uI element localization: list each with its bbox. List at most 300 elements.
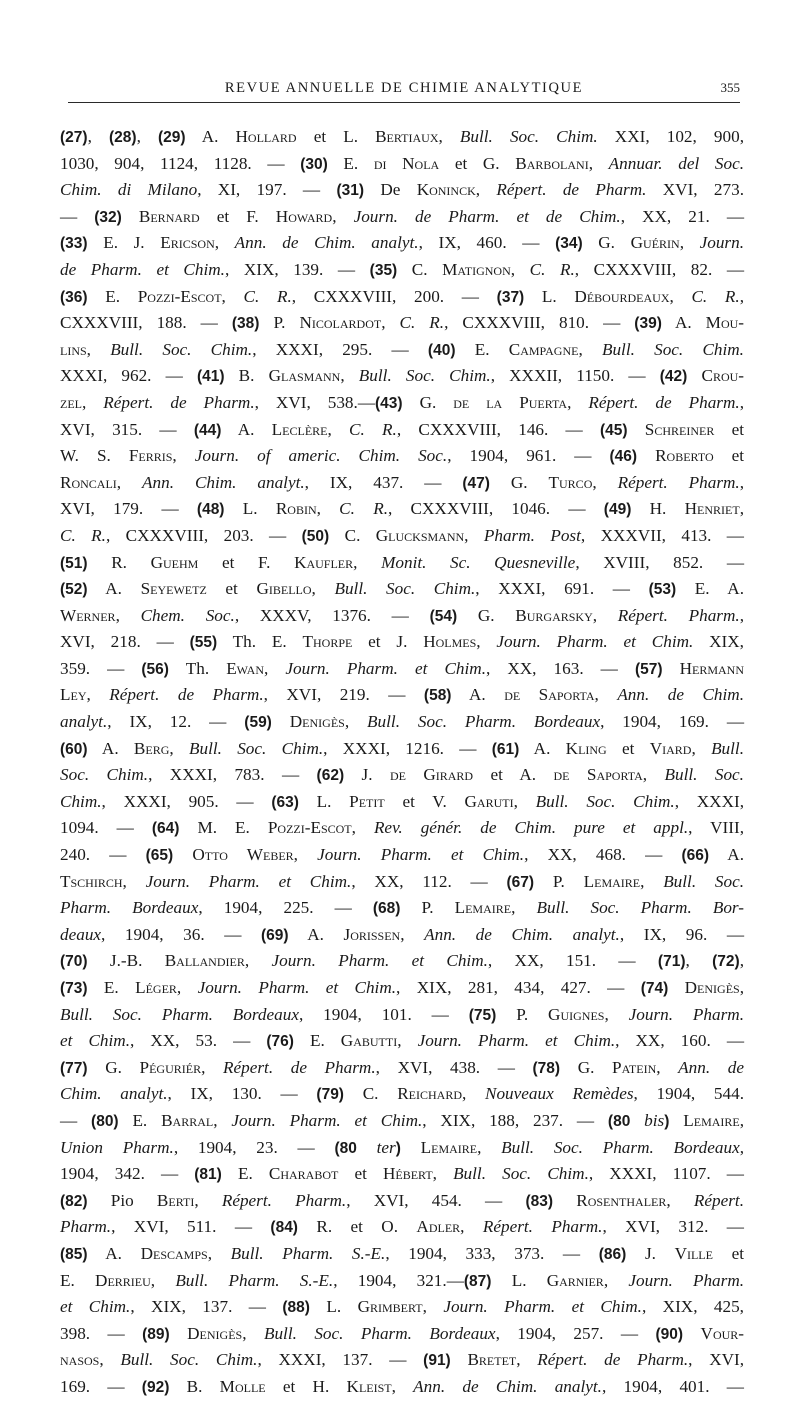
journal-title: Chim.: [60, 791, 102, 811]
reference-number: (45): [599, 421, 628, 439]
citation-text: XVI, 315. —: [60, 419, 194, 439]
journal-title: Journ. Pharm. et Chim.: [271, 951, 488, 971]
author-name: de Saporta: [553, 765, 643, 785]
author-name: Burgarsky: [515, 605, 593, 625]
journal-title: Répert. de Pharm.: [588, 392, 740, 412]
text-line: [60, 842, 744, 869]
citation-text: M. E.: [179, 818, 268, 838]
citation-text: L.: [524, 286, 575, 306]
citation-text: ,: [353, 552, 382, 572]
citation-text: L.: [298, 791, 350, 811]
journal-title: Journ.: [699, 233, 745, 253]
citation-text: ,: [464, 525, 484, 545]
author-name: Débourdeaux: [574, 286, 670, 306]
citation-text: ,: [669, 286, 692, 306]
citation-text: G.: [560, 1057, 613, 1077]
citation-text: , VIII,: [688, 818, 745, 838]
citation-text: ,: [381, 313, 400, 333]
reference-number: (35): [369, 261, 398, 279]
author-name: Howard: [275, 206, 333, 226]
citation-text: ,: [172, 446, 195, 466]
citation-text: A.: [288, 924, 344, 944]
journal-title: Répert. de Pharm.: [103, 392, 255, 412]
citation-text: ,: [477, 1137, 502, 1157]
reference-number: (50): [301, 527, 330, 545]
text-line: [60, 124, 744, 151]
citation-text: et L.: [296, 127, 376, 146]
citation-text: , 1904, 333, 373. —: [385, 1243, 599, 1263]
citation-text: E. J.: [87, 233, 161, 253]
text-line: [60, 177, 744, 204]
reference-number: (67): [506, 873, 535, 891]
reference-number: (59): [244, 714, 272, 732]
citation-text: J.: [626, 1243, 675, 1263]
citation-text: Pio: [87, 1190, 157, 1210]
citation-text: De: [364, 180, 417, 200]
journal-title: et Chim.: [60, 1031, 130, 1051]
citation-text: [663, 659, 680, 678]
citation-text: ,: [594, 685, 618, 705]
author-name: Ferris: [128, 446, 173, 466]
author-name: Charabot: [268, 1164, 339, 1184]
text-line: [60, 496, 744, 523]
citation-text: ,: [169, 738, 189, 758]
citation-text: ,: [176, 978, 198, 997]
citation-text: E.: [87, 978, 136, 997]
reference-number: (58): [423, 687, 452, 705]
citation-text: ,: [739, 286, 745, 306]
citation-text: , XIX, 425,: [641, 1297, 744, 1317]
journal-title: Ann. de Chim. analyt.: [234, 233, 419, 253]
text-line: [60, 1347, 744, 1374]
journal-title: Répert. de Pharm.: [496, 180, 647, 200]
journal-title: Bull. Soc. Pharm. Bordeaux: [367, 712, 601, 732]
citation-text: et A.: [473, 765, 554, 785]
citation-text: G.: [457, 605, 516, 625]
author-name: Barral: [161, 1110, 214, 1130]
citation-text: et: [338, 1164, 383, 1184]
citation-text: [553, 1191, 576, 1210]
reference-number: (81): [194, 1166, 222, 1184]
journal-title: Journ. Pharm. et Chim.: [231, 1110, 423, 1130]
citation-text: A.: [709, 845, 745, 865]
citation-text: B.: [224, 366, 269, 386]
citation-text: , XIX, 188, 237. —: [422, 1110, 608, 1130]
journal-title: C. R.: [529, 259, 575, 279]
citation-text: A.: [87, 738, 134, 758]
journal-title: Bull. Soc. Pharm. Bordeaux: [60, 1004, 299, 1024]
text-line: [60, 151, 744, 178]
text-line: [60, 762, 744, 789]
reference-number: (55): [189, 634, 218, 652]
citation-text: , XX, 163. —: [486, 658, 635, 678]
citation-text: A.: [221, 419, 272, 439]
reference-number: (80: [607, 1112, 645, 1130]
citation-text: [687, 366, 701, 385]
citation-text: ,: [244, 951, 272, 971]
author-name: Schreiner: [644, 419, 715, 439]
author-name: Ville: [674, 1243, 713, 1263]
journal-title: C. R.: [60, 525, 106, 545]
author-name: Rosenthaler: [576, 1190, 667, 1210]
journal-title: Annuar. del Soc.: [608, 153, 744, 173]
citation-text: C.: [397, 259, 443, 279]
journal-title: Rev. génér. de Chim. pure et appl.: [373, 818, 689, 838]
citation-text: ,: [422, 1297, 444, 1317]
citation-text: et F.: [199, 206, 276, 226]
journal-title: Bull. Soc. Pharm. Bordeaux: [501, 1137, 740, 1157]
author-name: Kaufler: [294, 552, 354, 572]
text-line: [60, 1081, 744, 1108]
citation-text: L.: [309, 1297, 358, 1317]
author-name: Pozzi-Escot: [267, 818, 352, 838]
journal-title: Bull. Soc. Chim.: [110, 339, 253, 359]
journal-title: Journ. Pharm. et Chim.: [197, 978, 397, 997]
citation-text: ,: [150, 1270, 176, 1290]
text-line: [60, 789, 744, 816]
author-name: Campagne: [508, 339, 579, 359]
citation-text: C.: [329, 525, 376, 545]
journal-title: de Pharm. et Chim.: [60, 259, 225, 279]
author-name: Léger: [135, 978, 177, 997]
author-name: Roncali: [60, 472, 117, 492]
citation-text: , XXXI, 295. —: [252, 339, 428, 359]
reference-number: (79): [316, 1086, 344, 1104]
citation-text: ,: [351, 818, 374, 838]
citation-text: , XI, 197. —: [197, 180, 337, 200]
author-name: Kling: [565, 738, 607, 758]
text-line: [60, 975, 744, 1002]
author-name: Turco: [548, 472, 593, 492]
citation-text: ,: [592, 605, 618, 625]
citation-text: ,: [739, 1110, 745, 1130]
author-name: Roberto: [655, 446, 714, 466]
journal-title: Journ. Pharm. et Chim.: [443, 1297, 642, 1317]
reference-number: (64): [151, 820, 180, 838]
text-line: [60, 736, 744, 763]
citation-text: ,: [82, 392, 104, 412]
reference-number: (46): [609, 448, 638, 466]
journal-title: Journ. of americ. Chim. Soc.: [194, 446, 448, 466]
text-line: [60, 1135, 744, 1162]
citation-text: E.: [87, 286, 138, 306]
citation-text: ,: [213, 1110, 232, 1130]
reference-number: ): [664, 1112, 670, 1130]
citation-text: , XIX, 139. —: [224, 259, 370, 279]
citation-text: ,: [344, 712, 368, 732]
journal-title: Bull. Soc. Chim.: [453, 1164, 589, 1184]
text-line: [60, 1188, 744, 1215]
citation-text: ,: [201, 1057, 223, 1077]
text-line: [60, 1002, 744, 1029]
journal-title: ter: [376, 1137, 396, 1157]
citation-text: , XXXI, 137. —: [257, 1350, 424, 1370]
citation-text: , XX, 21. —: [620, 206, 745, 226]
author-name: Hollard: [235, 127, 297, 146]
reference-number: (29): [157, 129, 186, 146]
text-line: [60, 1268, 744, 1295]
reference-number: (39): [634, 315, 662, 333]
author-name: Robin: [275, 499, 317, 519]
reference-number: (91): [423, 1352, 451, 1370]
journal-title: Bull. Soc. Pharm. Bor-: [536, 898, 744, 918]
journal-title: Monit. Sc. Quesneville: [381, 552, 576, 572]
text-line: [60, 709, 744, 736]
citation-text: —: [60, 1110, 92, 1130]
reference-number: (77): [60, 1059, 88, 1077]
text-line: [60, 656, 744, 683]
citation-text: ,: [327, 419, 350, 439]
citation-text: ,: [86, 685, 110, 705]
citation-text: , CXXXVIII, 200. —: [291, 286, 497, 306]
citation-text: [669, 1111, 683, 1130]
citation-text: ,: [86, 339, 111, 359]
citation-text: A.: [661, 313, 706, 333]
citation-text: ,: [207, 1243, 231, 1263]
journal-title: Répert. Pharm.: [221, 1190, 347, 1210]
citation-text: ,: [460, 1217, 483, 1237]
journal-title: Nouveaux Remèdes: [485, 1084, 634, 1104]
reference-number: (57): [634, 660, 663, 678]
journal-title: Journ. Pharm.: [628, 1004, 745, 1024]
citation-text: ,: [242, 1323, 264, 1343]
text-line: [60, 337, 744, 364]
author-name: Crou-: [701, 366, 745, 386]
citation-text: , XX, 160. —: [615, 1031, 745, 1051]
citation-text: , XIX, 281, 434, 427. —: [396, 978, 641, 997]
citation-text: ,: [604, 1004, 629, 1024]
author-name: Garnier: [546, 1270, 604, 1290]
reference-number: (86): [598, 1245, 627, 1263]
text-line: [60, 284, 744, 311]
author-name: Péguriér: [139, 1057, 202, 1077]
citation-text: Th. E.: [217, 632, 303, 652]
reference-number: (27): [60, 129, 88, 146]
journal-title: Répert. de Pharm.: [537, 1350, 689, 1370]
author-name: Gibello: [256, 579, 312, 599]
citation-text: et J.: [352, 632, 424, 652]
citation-text: ,: [461, 1084, 485, 1104]
journal-title: Ann. de Chim.: [617, 685, 744, 705]
author-name: lins: [60, 339, 87, 359]
citation-text: E.: [455, 339, 509, 359]
author-name: Ewan: [226, 658, 265, 678]
reference-number: (75): [468, 1006, 497, 1024]
reference-number: (72): [712, 953, 740, 971]
reference-number: (69): [261, 926, 289, 944]
citation-text: [683, 1324, 700, 1343]
reference-number: (68): [372, 900, 401, 918]
citation-text: ,: [588, 153, 609, 173]
reference-number: (76): [266, 1033, 294, 1051]
citation-text: 240. —: [60, 845, 146, 865]
author-name: Berti: [156, 1190, 195, 1210]
citation-text: , XVI, 454. —: [346, 1190, 526, 1210]
citation-text: 1030, 904, 1124, 1128. —: [60, 153, 301, 173]
author-name: Guehm: [150, 552, 199, 572]
citation-text: ,: [340, 366, 359, 386]
citation-text: , XX, 468. —: [524, 845, 682, 865]
citation-text: , CXXXVIII, 146. —: [396, 419, 600, 439]
author-name: Derrieu: [95, 1270, 151, 1290]
citation-text: R.: [87, 552, 151, 572]
journal-title: Journ. Pharm.: [628, 1270, 745, 1290]
citation-text: CXXXVIII, 188. —: [60, 313, 232, 333]
citation-text: ,: [603, 1270, 629, 1290]
author-name: Leclère: [271, 419, 328, 439]
journal-title: C. R.: [349, 419, 397, 439]
citation-text: ,: [739, 472, 745, 492]
citation-text: , XVIII, 852. —: [575, 552, 745, 572]
author-name: Holmes: [423, 632, 477, 652]
author-name: Gabutti: [340, 1031, 398, 1051]
text-line: [60, 257, 744, 284]
journal-title: Chim. di Milano: [60, 180, 198, 200]
author-name: Reichard: [397, 1084, 462, 1104]
text-line: [60, 1108, 744, 1135]
citation-text: 359. —: [60, 658, 142, 678]
author-name: Ericson: [160, 233, 215, 253]
text-line: [60, 869, 744, 896]
citation-text: ,: [739, 499, 744, 519]
citation-text: , 1904, 23. —: [173, 1137, 335, 1157]
citation-text: , XVI, 312. —: [602, 1217, 744, 1237]
citation-text: ,: [391, 1376, 414, 1396]
citation-text: , CXXXVIII, 810. —: [444, 313, 635, 333]
citation-text: , XX, 112. —: [351, 871, 507, 891]
author-name: Bretet: [467, 1350, 517, 1370]
reference-number: (56): [141, 660, 169, 678]
reference-number: (80): [91, 1112, 119, 1130]
reference-number: (83): [525, 1192, 554, 1210]
citation-text: et: [206, 579, 257, 599]
reference-number: (36): [60, 288, 88, 306]
citation-text: et: [714, 419, 745, 439]
journal-title: Bull. Soc.: [664, 765, 744, 785]
text-line: [60, 1374, 744, 1401]
citation-text: A.: [519, 738, 566, 758]
author-name: Thorpe: [302, 632, 353, 652]
citation-text: ,: [116, 472, 143, 492]
citation-text: A.: [451, 685, 505, 705]
journal-title: Pharm. Bordeaux: [60, 898, 199, 918]
citation-text: L.: [224, 499, 276, 519]
text-line: [60, 1161, 744, 1188]
author-name: Barbolani: [515, 153, 589, 173]
author-name: Denigès: [187, 1323, 243, 1343]
text-line: [60, 204, 744, 231]
citation-text: [173, 845, 192, 864]
citation-text: ,: [438, 127, 460, 146]
text-line: [60, 576, 744, 603]
journal-title: analyt.: [60, 712, 108, 732]
journal-title: Bull.: [711, 738, 745, 758]
citation-text: 398. —: [60, 1323, 143, 1343]
citation-text: , XVI, 219. —: [263, 685, 424, 705]
reference-number: (48): [196, 501, 225, 519]
citation-text: XXXI, 962. —: [60, 366, 197, 386]
author-name: Denigès: [289, 712, 345, 732]
reference-number: (52): [60, 581, 88, 599]
journal-title: Chem. Soc.: [140, 605, 235, 625]
text-line: [60, 1241, 744, 1268]
citation-text: E.: [293, 1031, 341, 1051]
citation-text: , XXXVII, 413. —: [580, 525, 744, 545]
citation-text: , XXXI, 905. —: [101, 791, 272, 811]
journal-title: C. R.: [243, 286, 292, 306]
author-name: Berg: [133, 738, 170, 758]
author-name: Otto Weber: [192, 845, 294, 865]
citation-text: , XIX, 137. —: [130, 1297, 283, 1317]
citation-text: P.: [534, 871, 584, 891]
author-name: Koninck: [416, 180, 476, 200]
citation-text: ,: [122, 871, 146, 891]
reference-number: (41): [196, 368, 225, 386]
citation-text: R. et O.: [297, 1217, 417, 1237]
author-name: Bernard: [138, 206, 200, 226]
text-line: [60, 310, 744, 337]
citation-text: , XXXI,: [674, 791, 745, 811]
citation-text: ,: [316, 499, 340, 519]
journal-title: Répert. Pharm.: [617, 605, 740, 625]
text-line: [60, 682, 744, 709]
citation-text: ,: [567, 392, 589, 412]
journal-title: Répert. Pharm.: [617, 472, 740, 492]
citation-text: E. A.: [676, 579, 744, 599]
text-line: [60, 1214, 744, 1241]
citation-text: XVI, 218. —: [60, 632, 190, 652]
citation-text: [272, 712, 290, 731]
author-name: Hermann: [679, 658, 744, 678]
citation-text: E.: [60, 1270, 96, 1290]
citation-text: , XXXV, 1376. —: [234, 605, 430, 625]
reference-number: (65): [145, 847, 174, 865]
citation-text: J.-B.: [87, 951, 165, 971]
citation-text: , CXXXVIII, 82. —: [574, 259, 745, 279]
citation-text: H.: [631, 499, 685, 519]
journal-title: bis: [644, 1110, 665, 1130]
citation-text: ,: [691, 738, 712, 758]
bibliography-text: [60, 124, 744, 1401]
author-name: Jorissen: [343, 924, 401, 944]
reference-number: (87): [463, 1272, 492, 1290]
citation-text: , XVI, 538.—: [254, 392, 376, 412]
reference-number: (32): [94, 208, 122, 226]
reference-number: (42): [659, 368, 688, 386]
citation-text: ,: [400, 924, 425, 944]
journal-title: Journ. Pharm. et Chim.: [145, 871, 352, 891]
citation-text: , XVI, 438. —: [375, 1057, 533, 1077]
journal-title: Répert. de Pharm.: [223, 1057, 376, 1077]
author-name: Lemaire: [583, 871, 641, 891]
text-line: [60, 603, 744, 630]
author-name: Guignes: [548, 1004, 605, 1024]
author-name: Petit: [349, 791, 385, 811]
citation-text: ,: [739, 605, 744, 625]
journal-title: Ann. de Chim. analyt.: [424, 924, 620, 944]
text-line: [60, 629, 744, 656]
reference-number: (51): [60, 554, 88, 572]
author-name: Matignon: [442, 259, 511, 279]
reference-number: (85): [60, 1245, 88, 1263]
author-name: Vour-: [700, 1323, 745, 1343]
citation-text: XVI, 273.: [646, 180, 744, 200]
journal-title: Union Pharm.: [60, 1137, 174, 1157]
citation-text: A.: [185, 127, 236, 146]
reference-number: (89): [142, 1325, 170, 1343]
citation-text: G.: [489, 472, 549, 492]
author-name: Grimbert: [357, 1297, 423, 1317]
